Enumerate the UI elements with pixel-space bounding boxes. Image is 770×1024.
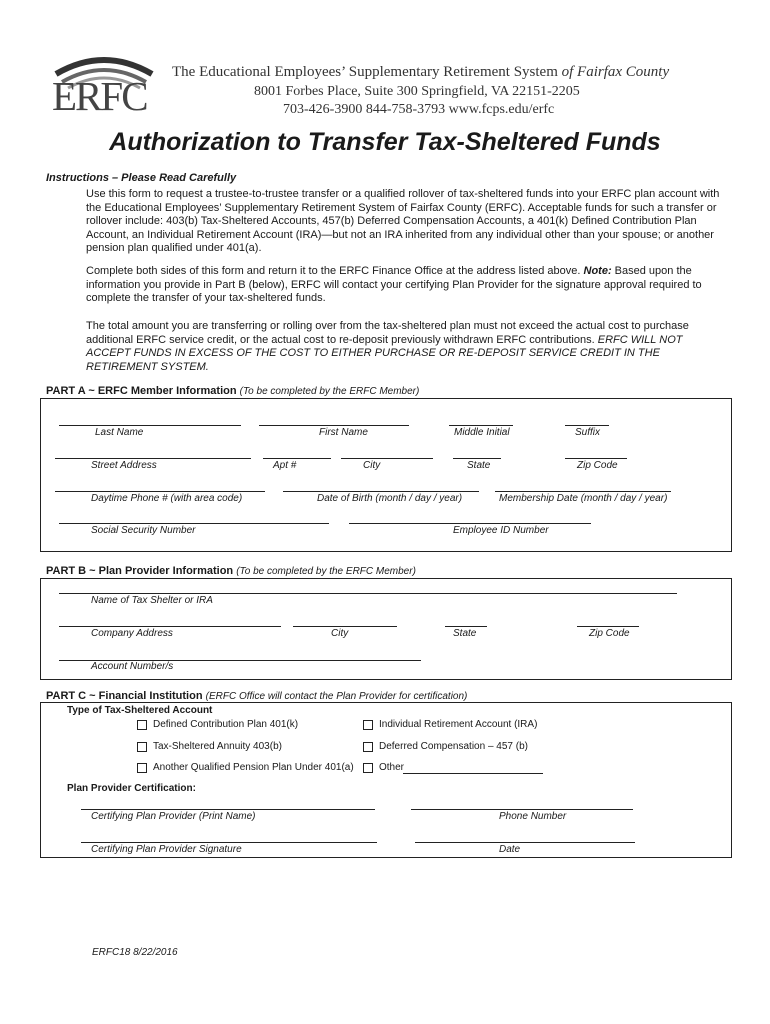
instructions-heading: Instructions – Please Read Carefully [46,172,237,184]
part-b-heading [46,565,416,577]
provider-phone-label: Phone Number [499,811,567,822]
option-other-label: Other [379,762,405,773]
state-label: State [467,460,491,471]
ssn-label: Social Security Number [91,525,196,536]
city-field[interactable] [341,458,433,459]
provider-zip-label: Zip Code [589,628,630,639]
company-address-label: Company Address [91,628,173,639]
part-a-subtitle: (To be completed by the ERFC Member) [239,386,420,397]
middle-initial-field[interactable] [449,425,513,426]
certification-date-label: Date [499,844,521,855]
last-name-label: Last Name [95,427,144,438]
provider-state-field[interactable] [445,626,487,627]
apt-field[interactable] [263,458,331,459]
checkbox-icon[interactable] [137,742,147,752]
account-number-label: Account Number/s [91,661,174,672]
checkbox-icon[interactable] [363,742,373,752]
option-401k-label: Defined Contribution Plan 401(k) [153,719,299,730]
option-457b-label: Deferred Compensation – 457 (b) [379,741,528,752]
first-name-label: First Name [319,427,368,438]
part-b-subtitle: (To be completed by the ERFC Member) [236,566,416,577]
instructions-paragraph-1: Use this form to request a trustee-to-trustee transfer or a qualified rollover of tax-sheltered funds into your ERFC plan account with the Educational Employees’ Supplementary Retirement System of Fairfax County (ERFC). Acceptable funds for such a transfer or rollover include: 403(b) Tax-Sheltered Accounts, 457(b) Deferred Compensation Accounts, a 401(k) Defined Contribution Plan Account, an Individual Retirement Account (IRA)—but not an IRA inherited from any individual other than your spouse; or another pension plan qualified under 401(a). [86,188,720,255]
checkbox-icon[interactable] [137,720,147,730]
membership-date-field[interactable] [495,491,671,492]
daytime-phone-label: Daytime Phone # (with area code) [91,493,243,504]
option-403b-label: Tax-Sheltered Annuity 403(b) [153,741,282,752]
checkbox-icon[interactable] [363,763,373,773]
option-ira[interactable] [363,719,537,730]
provider-print-name-label: Certifying Plan Provider (Print Name) [91,811,256,822]
provider-zip-field[interactable] [577,626,639,627]
instructions-paragraph-3 [86,320,726,374]
provider-state-label: State [453,628,477,639]
org-name [172,64,669,81]
provider-city-field[interactable] [293,626,397,627]
part-c-heading [46,690,467,702]
apt-label: Apt # [273,460,297,471]
part-c-subtitle: (ERFC Office will contact the Plan Provider for certification) [205,691,468,702]
option-401a-label: Another Qualified Pension Plan Under 401(a) [153,762,354,773]
part-b-section [40,578,732,680]
date-of-birth-field[interactable] [283,491,479,492]
option-401a[interactable] [137,762,354,773]
option-401k[interactable] [137,719,298,730]
provider-signature-field[interactable] [81,842,377,843]
employee-id-label: Employee ID Number [453,525,549,536]
provider-signature-label: Certifying Plan Provider Signature [91,844,242,855]
option-other[interactable] [363,762,404,773]
other-account-type-field[interactable] [403,773,543,774]
last-name-field[interactable] [59,425,241,426]
membership-date-label: Membership Date (month / day / year) [499,493,668,504]
para2-note: Note: [583,265,612,277]
part-a-section [40,398,732,552]
option-457b[interactable] [363,741,528,752]
date-of-birth-label: Date of Birth (month / day / year) [317,493,463,504]
erfc-logo-text: ERFC [52,73,147,119]
tax-shelter-name-label: Name of Tax Shelter or IRA [91,595,213,606]
street-address-label: Street Address [91,460,157,471]
employee-id-field[interactable] [349,523,591,524]
part-c-section [40,702,732,858]
part-a-title: PART A ~ ERFC Member Information [46,385,237,397]
ssn-field[interactable] [59,523,329,524]
para2-text-a: Complete both sides of this form and return it to the ERFC Finance Office at the address listed above. [86,265,584,277]
suffix-field[interactable] [565,425,609,426]
part-a-heading [46,385,419,397]
checkbox-icon[interactable] [137,763,147,773]
zip-field[interactable] [565,458,627,459]
para3-text: The total amount you are transferring or rolling over from the tax-sheltered plan must not exceed the actual cost to purchase additional ERFC service credit, or the actual cost to re-deposit previously withdrawn ERFC contributions. [86,320,689,346]
checkbox-icon[interactable] [363,720,373,730]
provider-phone-field[interactable] [411,809,633,810]
org-address: 8001 Forbes Place, Suite 300 Springfield, VA 22151-2205 [254,84,580,99]
option-403b[interactable] [137,741,282,752]
org-phone-web: 703-426-3900 844-758-3793 www.fcps.edu/erfc [283,102,555,117]
street-address-field[interactable] [55,458,251,459]
zip-label: Zip Code [577,460,618,471]
daytime-phone-field[interactable] [55,491,265,492]
org-county: of Fairfax County [561,64,670,80]
company-address-field[interactable] [59,626,281,627]
form-title: Authorization to Transfer Tax-Sheltered Funds [109,128,661,156]
suffix-label: Suffix [575,427,601,438]
provider-city-label: City [331,628,349,639]
para3-warning: ERFC WILL NOT ACCEPT FUNDS IN EXCESS OF THE COST TO EITHER PURCHASE OR RE-DEPOSIT SERVICE CREDIT IN THE RETIREMENT SYSTEM. [86,333,683,373]
org-name-main: The Educational Employees’ Supplementary Retirement System [172,64,558,80]
tax-shelter-name-field[interactable] [59,593,677,594]
city-label: City [363,460,381,471]
instructions-paragraph-2 [86,265,726,306]
part-c-title: PART C ~ Financial Institution [46,690,203,702]
first-name-field[interactable] [259,425,409,426]
form-footer-code: ERFC18 8/22/2016 [92,947,178,958]
para2-text-b: Based upon the information you provide in Part B (below), ERFC will contact your certifying Plan Provider for the signature approval required to complete the transfer of your tax-sheltered funds. [86,265,702,305]
certification-date-field[interactable] [415,842,635,843]
middle-initial-label: Middle Initial [454,427,510,438]
option-ira-label: Individual Retirement Account (IRA) [379,719,538,730]
part-b-title: PART B ~ Plan Provider Information [46,565,234,577]
state-field[interactable] [453,458,501,459]
plan-provider-certification-heading: Plan Provider Certification: [67,783,196,794]
account-type-heading: Type of Tax-Sheltered Account [67,705,213,716]
provider-print-name-field[interactable] [81,809,375,810]
